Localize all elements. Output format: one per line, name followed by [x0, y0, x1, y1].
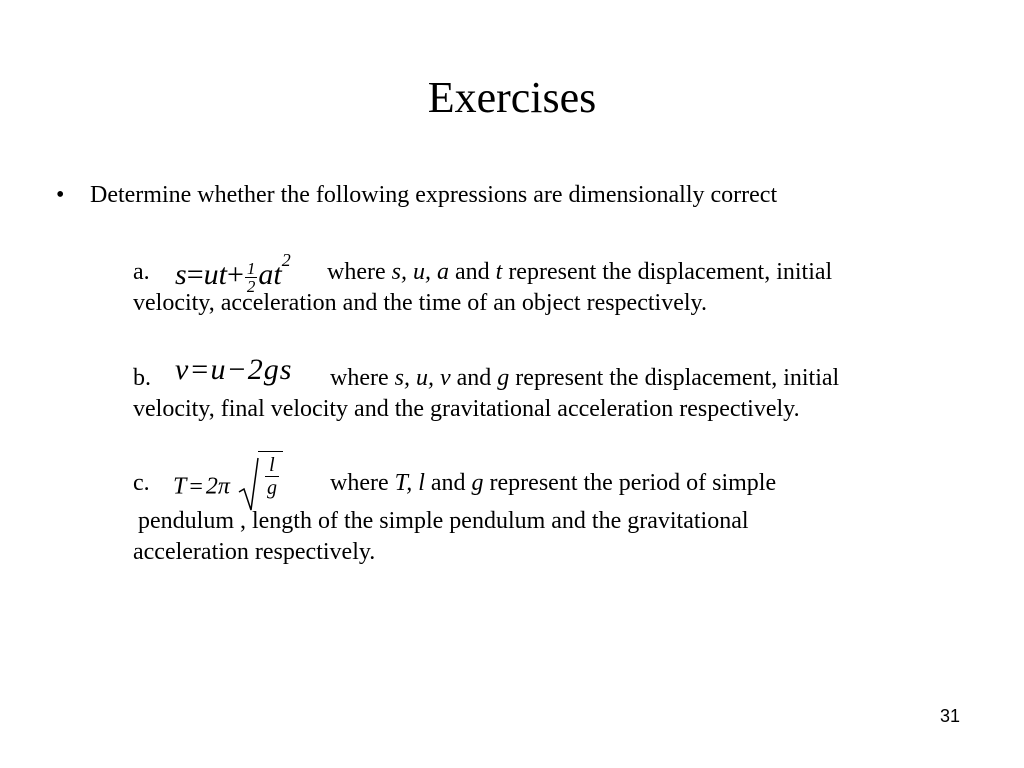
equation-a-exponent: 2	[281, 250, 291, 270]
variable-last: t	[495, 259, 503, 285]
equation-a-lhs: s	[175, 258, 187, 291]
equation-c-eq: =	[189, 473, 203, 500]
exercise-a	[133, 250, 953, 319]
bullet-point	[56, 180, 777, 210]
equation-a-plus: +	[226, 258, 244, 291]
equation-c-fraction	[265, 454, 279, 499]
description-line1: represent the displacement, initial	[515, 365, 840, 391]
equation-b: v=u−2gs	[175, 353, 293, 386]
page-number: 31	[939, 706, 960, 726]
equation-a-fraction-den: 2	[246, 276, 256, 296]
variable-list: T, l	[394, 470, 425, 496]
exercise-a-line2: velocity, acceleration and the time of an object respectively.	[133, 290, 707, 316]
where-word: where	[327, 259, 386, 285]
equation-a	[175, 243, 291, 295]
where-word: where	[330, 365, 389, 391]
slide-title: Exercises	[427, 73, 597, 122]
equation-a-eq: =	[186, 258, 204, 291]
exercise-c	[133, 454, 953, 568]
variable-list: s, u, v	[394, 365, 451, 391]
bullet-icon: •	[56, 182, 65, 208]
exercise-a-label: a.	[133, 259, 150, 285]
equation-a-term1: ut	[203, 258, 227, 291]
exercise-c-description	[330, 468, 776, 499]
equation-c-coef: 2π	[205, 473, 230, 500]
where-word: where	[330, 470, 389, 496]
exercise-b	[133, 353, 953, 425]
exercise-b-label: b.	[133, 365, 151, 391]
variable-last: g	[471, 470, 484, 496]
exercise-b-line2: velocity, final velocity and the gravitational acceleration respectively.	[133, 396, 800, 422]
equation-c-fraction-wrap	[258, 451, 283, 499]
equation-a-fraction-num: 1	[246, 258, 256, 278]
exercise-c-line3: acceleration respectively.	[133, 539, 376, 565]
exercise-b-description	[330, 363, 839, 394]
equation-c-lhs: T	[173, 473, 187, 500]
variable-list: s, u, a	[391, 259, 449, 285]
and-word: and	[456, 365, 492, 391]
description-line1: represent the displacement, initial	[508, 259, 833, 285]
and-word: and	[454, 259, 490, 285]
equation-c-fraction-num: l	[265, 454, 279, 477]
equation-a-term2: at	[258, 258, 282, 291]
equation-c-fraction-den: g	[266, 477, 277, 499]
description-line1: represent the period of simple	[489, 470, 777, 496]
bullet-text: Determine whether the following expressions are dimensionally correct	[90, 182, 778, 208]
and-word: and	[430, 470, 466, 496]
exercise-a-description	[327, 257, 832, 288]
exercise-c-label: c.	[133, 470, 150, 496]
exercise-c-line2: pendulum , length of the simple pendulum and the gravitational	[138, 508, 749, 534]
variable-last: g	[497, 365, 510, 391]
